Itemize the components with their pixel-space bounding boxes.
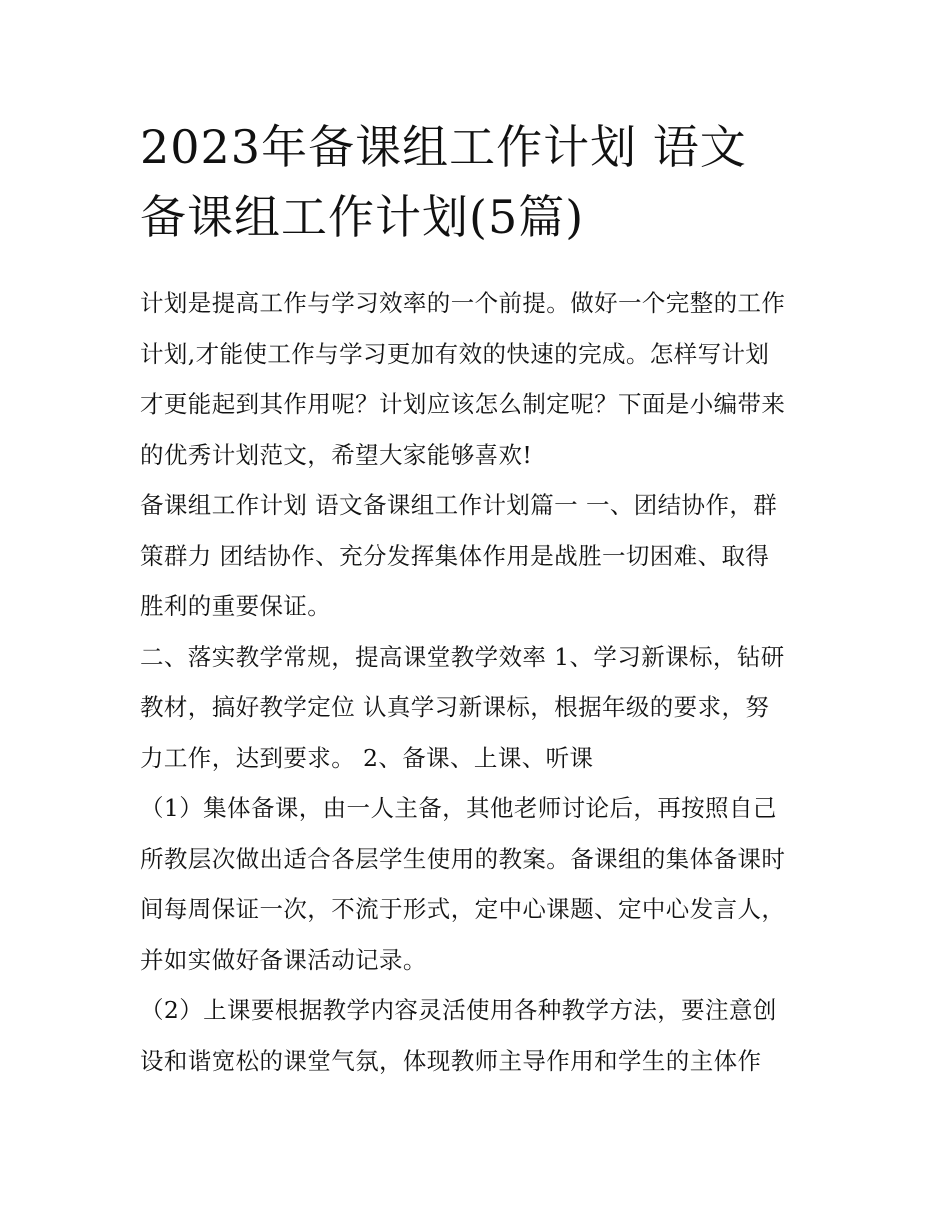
body-line-6: 策群力 团结协作、充分发挥集体作用是战胜一切困难、取得 <box>140 541 770 570</box>
body-line-1: 计划是提高工作与学习效率的一个前提。做好一个完整的工作 <box>140 289 786 317</box>
document-body <box>140 278 820 1086</box>
body-line-2: 计划,才能使工作与学习更加有效的快速的完成。怎样写计划 <box>140 339 770 368</box>
body-line-15: （2）上课要根据教学内容灵活使用各种教学方法，要注意创 <box>140 996 777 1024</box>
body-line-11: （1）集体备课，由一人主备，其他老师讨论后，再按照自己 <box>140 794 777 822</box>
body-line-3: 才更能起到其作用呢？计划应该怎么制定呢？下面是小编带来 <box>140 390 786 418</box>
body-line-5: 备课组工作计划 语文备课组工作计划篇一 一、团结协作，群 <box>140 491 778 519</box>
body-line-10: 力工作，达到要求。 2、备课、上课、听课 <box>140 743 594 772</box>
body-line-12: 所教层次做出适合各层学生使用的教案。备课组的集体备课时 <box>140 844 786 873</box>
body-line-16: 设和谐宽松的课堂气氛，体现教师主导作用和学生的主体作 <box>140 1046 762 1075</box>
body-line-9: 教材，搞好教学定位 认真学习新课标，根据年级的要求，努 <box>140 693 770 721</box>
title-line-2: 备课组工作计划(5篇) <box>140 190 585 244</box>
document-title <box>140 112 820 252</box>
body-line-8: 二、落实教学常规，提高课堂教学效率 1、学习新课标，钻研 <box>140 642 785 671</box>
title-line-1: 2023年备课组工作计划 语文 <box>140 120 747 174</box>
body-line-7: 胜利的重要保证。 <box>140 592 332 620</box>
body-line-13: 间每周保证一次，不流于形式，定中心课题、定中心发言人， <box>140 895 786 923</box>
body-line-14: 并如实做好备课活动记录。 <box>140 945 427 974</box>
body-line-4: 的优秀计划范文，希望大家能够喜欢! <box>140 440 533 469</box>
